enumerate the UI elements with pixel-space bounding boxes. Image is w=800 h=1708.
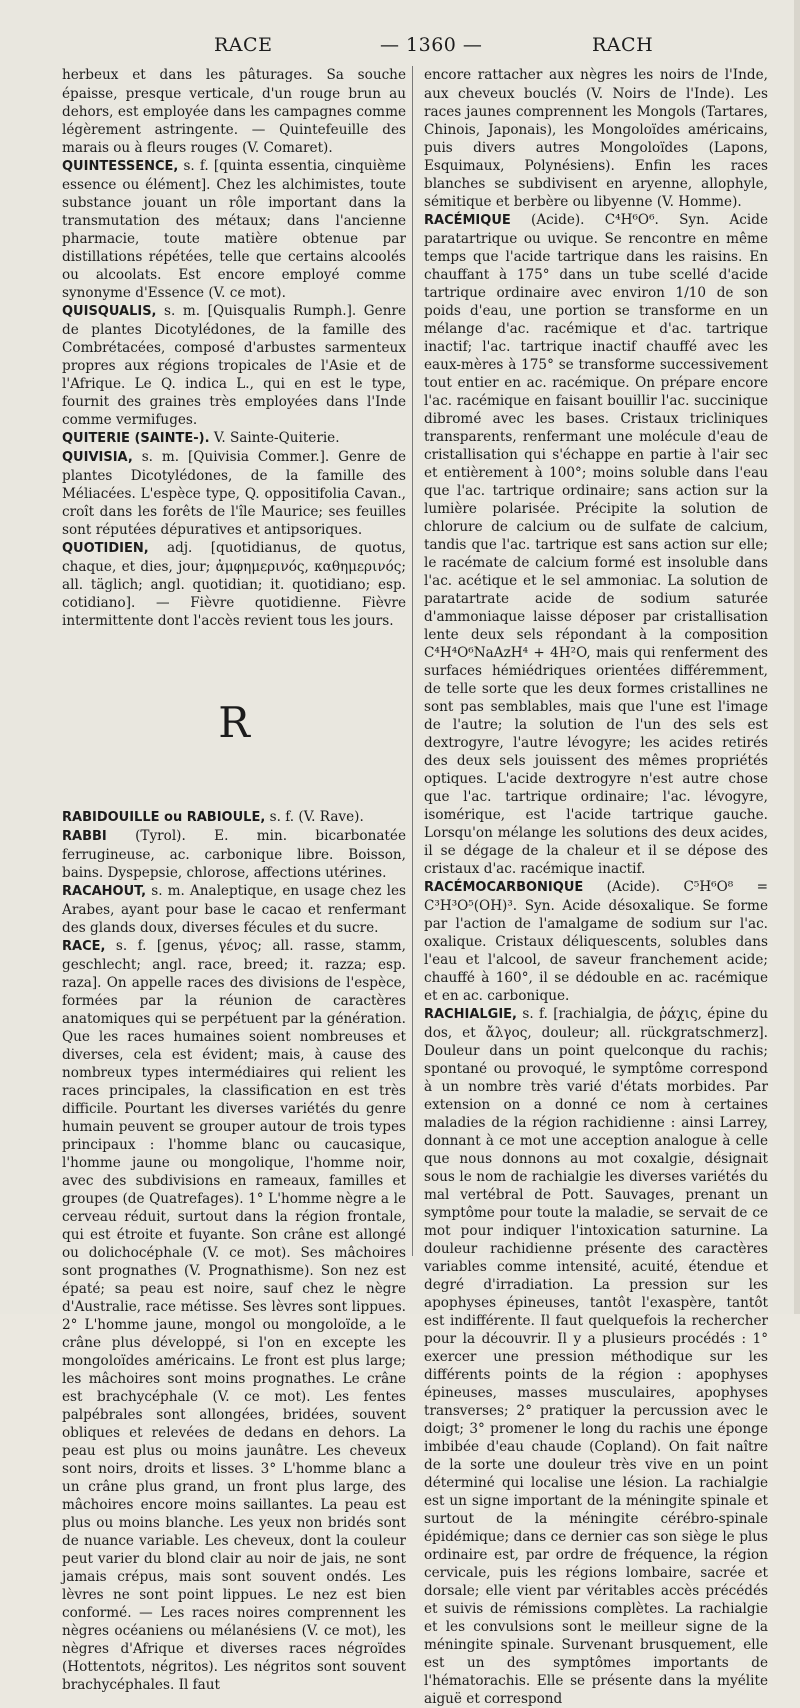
entry-text: s. f. [quinta essentia, cinquième essence ou élément]. Chez les alchimistes, toute substance jouant un rôle important dans la transmutation des métaux; dans l'ancienne pharmacie, toute matière obtenue par distillations répétées, telle que certains alcoolés ou alcoolats. Est encore employé comme synonyme d'Essence (V. ce mot). bbox=[62, 158, 406, 301]
entry-text: s. m. [Quisqualis Rumph.]. Genre de plantes Dicotylédones, de la famille des Combrétacées, composé d'arbustes sarmenteux propres aux régions tropicales de l'Asie et de l'Afrique. Le Q. indica L., qui en est le type, fournit des graines très employées dans l'Inde comme vermifuges. bbox=[62, 303, 406, 428]
section-letter: R bbox=[218, 698, 250, 747]
entry-text: s. m. Analeptique, en usage chez les Arabes, ayant pour base le cacao et renfermant des glands doux, diverses fécules et du sucre. bbox=[62, 883, 406, 936]
entry-headword: QUOTIDIEN, bbox=[62, 541, 149, 556]
entry-text: V. Sainte-Quiterie. bbox=[209, 430, 340, 446]
entry-text: encore rattacher aux nègres les noirs de l'Inde, aux cheveux bouclés (V. Noirs de l'Inde). Les races jaunes comprennent les Mongols (Tartares, Chinois, Japonais), les Mongoloïdes américains, puis divers autres Mongoloïdes (Lapons, Esquimaux, Polynésiens). Enfin les races blanches se subdivisent en aryenne, allophyle, sémitique et berbère ou libyenne (V. Homme). bbox=[424, 67, 768, 210]
entry bbox=[62, 66, 406, 157]
entry bbox=[62, 827, 406, 882]
entry-text: s. f. [rachialgia, de ῥάχις, épine du dos, et ἄλγος, douleur; all. rückgratschmerz]. Douleur dans un point quelconque du rachis; spontané ou provoqué, le symptôme correspond à un nombre très varié d'états morbides. Par extension on a donné ce nom à certaines maladies de la région rachidienne : ainsi Larrey, donnant à ce mot une acception analogue à celle que nous donnons au mot coxalgie, désignait sous le nom de rachialgie les diverses variétés du mal vertébral de Pott. Sauvages, prenant un symptôme pour toute la maladie, se servait de ce mot pour indiquer l'intoxication saturnine. La douleur rachidienne présente des caractères variables comme intensité, acuité, étendue et degré d'irradiation. La pression sur les apophyses épineuses, tantôt l'exaspère, tantôt est indifférente. Il faut quelquefois la rechercher pour la découvrir. Il y a plusieurs procédés : 1° exercer une pression méthodique sur les différents points de la région : apophyses épineuses, masses musculaires, apophyses transverses; 2° pratiquer la percussion avec le doigt; 3° promener le long du rachis une éponge imbibée d'eau chaude (Copland). On fait naître de la sorte une douleur très vive en un point déterminé qui localise une lésion. La rachialgie est un signe important de la méningite spinale et surtout de la méningite cérébro-spinale épidémique; dans ce dernier cas son siège le plus ordinaire est, par ordre de fréquence, la région cervicale, puis les régions lombaire, sacrée et dorsale; elle vient par véritables accès précédés et suivis de rémissions complètes. La rachialgie et les convulsions sont le meilleur signe de la méningite spinale. Survenant brusquement, elle est un des symptômes importants de l'hématorachis. Elle se présente dans la myélite aiguë et correspond bbox=[424, 1006, 768, 1707]
entry bbox=[62, 448, 406, 539]
entries-top bbox=[62, 66, 406, 630]
page-edge bbox=[794, 0, 800, 1314]
page-header bbox=[62, 34, 778, 62]
entry bbox=[424, 878, 768, 1005]
entry-headword: QUISQUALIS, bbox=[62, 304, 157, 319]
entry bbox=[62, 539, 406, 630]
entry-headword: QUITERIE (SAINTE-). bbox=[62, 431, 210, 446]
column-divider bbox=[412, 66, 413, 1256]
entry bbox=[424, 66, 768, 211]
entry-text: s. f. (V. Rave). bbox=[265, 809, 364, 825]
entry-text: adj. [quotidianus, de quotus, chaque, et dies, jour; ἀμφημερινός, καθημερινός; all. täglich; angl. quotidian; it. quotidiano; esp. cotidiano]. — Fièvre quotidienne. Fièvre intermittente dont l'accès revient tous les jours. bbox=[62, 540, 406, 629]
entry bbox=[62, 302, 406, 429]
entry-headword: RACE, bbox=[62, 939, 106, 954]
right-column bbox=[424, 66, 768, 1708]
header-left-word: RACE bbox=[214, 34, 273, 56]
entry-text: (Tyrol). E. min. bicarbonatée ferrugineuse, ac. carbonique libre. Boisson, bains. Dyspepsie, chlorose, affections utérines. bbox=[62, 828, 406, 881]
entry-headword: RABBI bbox=[62, 829, 107, 844]
entry bbox=[62, 808, 406, 827]
entry bbox=[424, 211, 768, 878]
entry-headword: QUIVISIA, bbox=[62, 450, 133, 465]
header-right-word: RACH bbox=[592, 34, 654, 56]
entry-text: (Acide). C⁴H⁶O⁶. Syn. Acide paratartrique ou uvique. Se rencontre en même temps que l'acide tartrique dans les raisins. En chauffant à 175° dans un tube scellé d'acide tartrique ordinaire avec environ 1/10 de son poids d'eau, une portion se transforme en un mélange d'ac. racémique et d'ac. tartrique inactif; l'ac. tartrique inactif chauffé avec les eaux-mères à 175° se transforme successivement tout entier en ac. racémique. On prépare encore l'ac. racémique en faisant bouillir l'ac. succinique dibromé avec les bases. Cristaux tricliniques transparents, renfermant une molécule d'eau de cristallisation qui s'échappe en partie à l'air sec et entièrement à 100°; moins soluble dans l'eau que l'ac. tartrique ordinaire; sans action sur la lumière polarisée. Précipite la solution de chlorure de calcium ou de sulfate de calcium, tandis que l'ac. tartrique est sans action sur elle; le racémate de calcium formé est insoluble dans l'ac. acétique et le sel ammoniac. La solution de paratartrate acide de sodium saturée d'ammoniaque laisse déposer par cristallisation lente deux sels répondant à la composition C⁴H⁴O⁶NaAzH⁴ + 4H²O, mais qui renferment des surfaces hémiédriques orientées différemment, de telle sorte que les deux formes cristallines ne sont pas semblables, mais que l'une est l'image de l'autre; la solution de l'un des sels est dextrogyre, l'autre lévogyre; les acides retirés des deux sels jouissent des mêmes propriétés optiques. L'acide dextrogyre n'est autre chose que l'ac. tartrique ordinaire; l'ac. lévogyre, isomérique, est l'acide tartrique gauche. Lorsqu'on mélange les solutions des deux acides, il se dégage de la chaleur et il se dépose des cristaux d'ac. racémique inactif. bbox=[424, 212, 768, 877]
entry-text: herbeux et dans les pâturages. Sa souche épaisse, presque verticale, d'un rouge brun au dehors, est employée dans les campagnes comme légèrement astringente. — Quintefeuille des marais ou à fleurs rouges (V. Comaret). bbox=[62, 67, 406, 156]
entry-text: s. f. [genus, γένος; all. rasse, stamm, geschlecht; angl. race, breed; it. razza; esp. raza]. On appelle races des divisions de l'espèce, formées par la réunion de caractères anatomiques qui se perpétuent par la génération. Que les races humaines soient nombreuses et diverses, cela est évident; mais, à cause des nombreux types intermédiaires qui relient les races principales, la classification en est très difficile. Pourtant les diverses variétés du genre humain peuvent se grouper autour de trois types principaux : l'homme blanc ou caucasique, l'homme jaune ou mongolique, l'homme noir, avec des subdivisions en rameaux, familles et groupes (de Quatrefages). 1° L'homme nègre a le cerveau réduit, surtout dans la région frontale, qui est étroite et fuyante. Son crâne est allongé ou dolichocéphale (V. ce mot). Ses mâchoires sont prognathes (V. Prognathisme). Son nez est épaté; sa peau est noire, sauf chez le nègre d'Australie, race métisse. Ses lèvres sont lippues. 2° L'homme jaune, mongol ou mongoloïde, a le crâne plus développé, si l'on en excepte les mongoloïdes américains. Le front est plus large; les mâchoires sont moins prognathes. Le crâne est brachycéphale (V. ce mot). Les fentes palpébrales sont allongées, bridées, souvent obliques et relevées de dedans en dehors. La peau est plus ou moins jaunâtre. Les cheveux sont noirs, droits et lisses. 3° L'homme blanc a un crâne plus grand, un front plus large, des mâchoires encore moins saillantes. La peau est plus ou moins blanche. Les yeux non bridés sont de nuance variable. Les cheveux, dont la couleur peut varier du blond clair au noir de jais, ne sont jamais crépus, mais sont souvent ondés. Les lèvres ne sont point lippues. Le nez est bien conformé. — Les races noires comprennent les nègres océaniens ou mélanésiens (V. ce mot), les nègres d'Afrique et diverses races négroïdes (Hottentots, négritos). Les négritos sont souvent brachycéphales. Il faut bbox=[62, 938, 406, 1693]
entries-bottom bbox=[62, 808, 406, 1694]
entry bbox=[62, 157, 406, 302]
entry-text: s. m. [Quivisia Commer.]. Genre de plantes Dicotylédones, de la famille des Méliacées. L'espèce type, Q. oppositifolia Cavan., croît dans les forêts de l'île Maurice; ses feuilles sont réputées dépuratives et antipsoriques. bbox=[62, 449, 406, 538]
entry bbox=[62, 937, 406, 1694]
entry-headword: QUINTESSENCE, bbox=[62, 159, 179, 174]
entry bbox=[62, 429, 406, 448]
entry-headword: RACAHOUT, bbox=[62, 884, 147, 899]
entry bbox=[62, 882, 406, 937]
entry-headword: RACÉMIQUE bbox=[424, 213, 511, 228]
page-number: — 1360 — bbox=[380, 34, 483, 56]
entry-headword: RACHIALGIE, bbox=[424, 1007, 517, 1022]
entry bbox=[424, 1005, 768, 1708]
entry-headword: RACÉMOCARBONIQUE bbox=[424, 880, 584, 895]
left-column bbox=[62, 66, 406, 1694]
entry-text: (Acide). C⁵H⁶O⁸ = C³H³O⁵(OH)³. Syn. Acide désoxalique. Se forme par l'action de l'amalgame de sodium sur l'ac. oxalique. Cristaux déliquescents, solubles dans l'eau et l'alcool, de saveur franchement acide; chauffé à 160°, il se dédouble en ac. racémique et en ac. carbonique. bbox=[424, 879, 768, 1004]
entry-headword: RABIDOUILLE ou RABIOULE, bbox=[62, 810, 266, 825]
